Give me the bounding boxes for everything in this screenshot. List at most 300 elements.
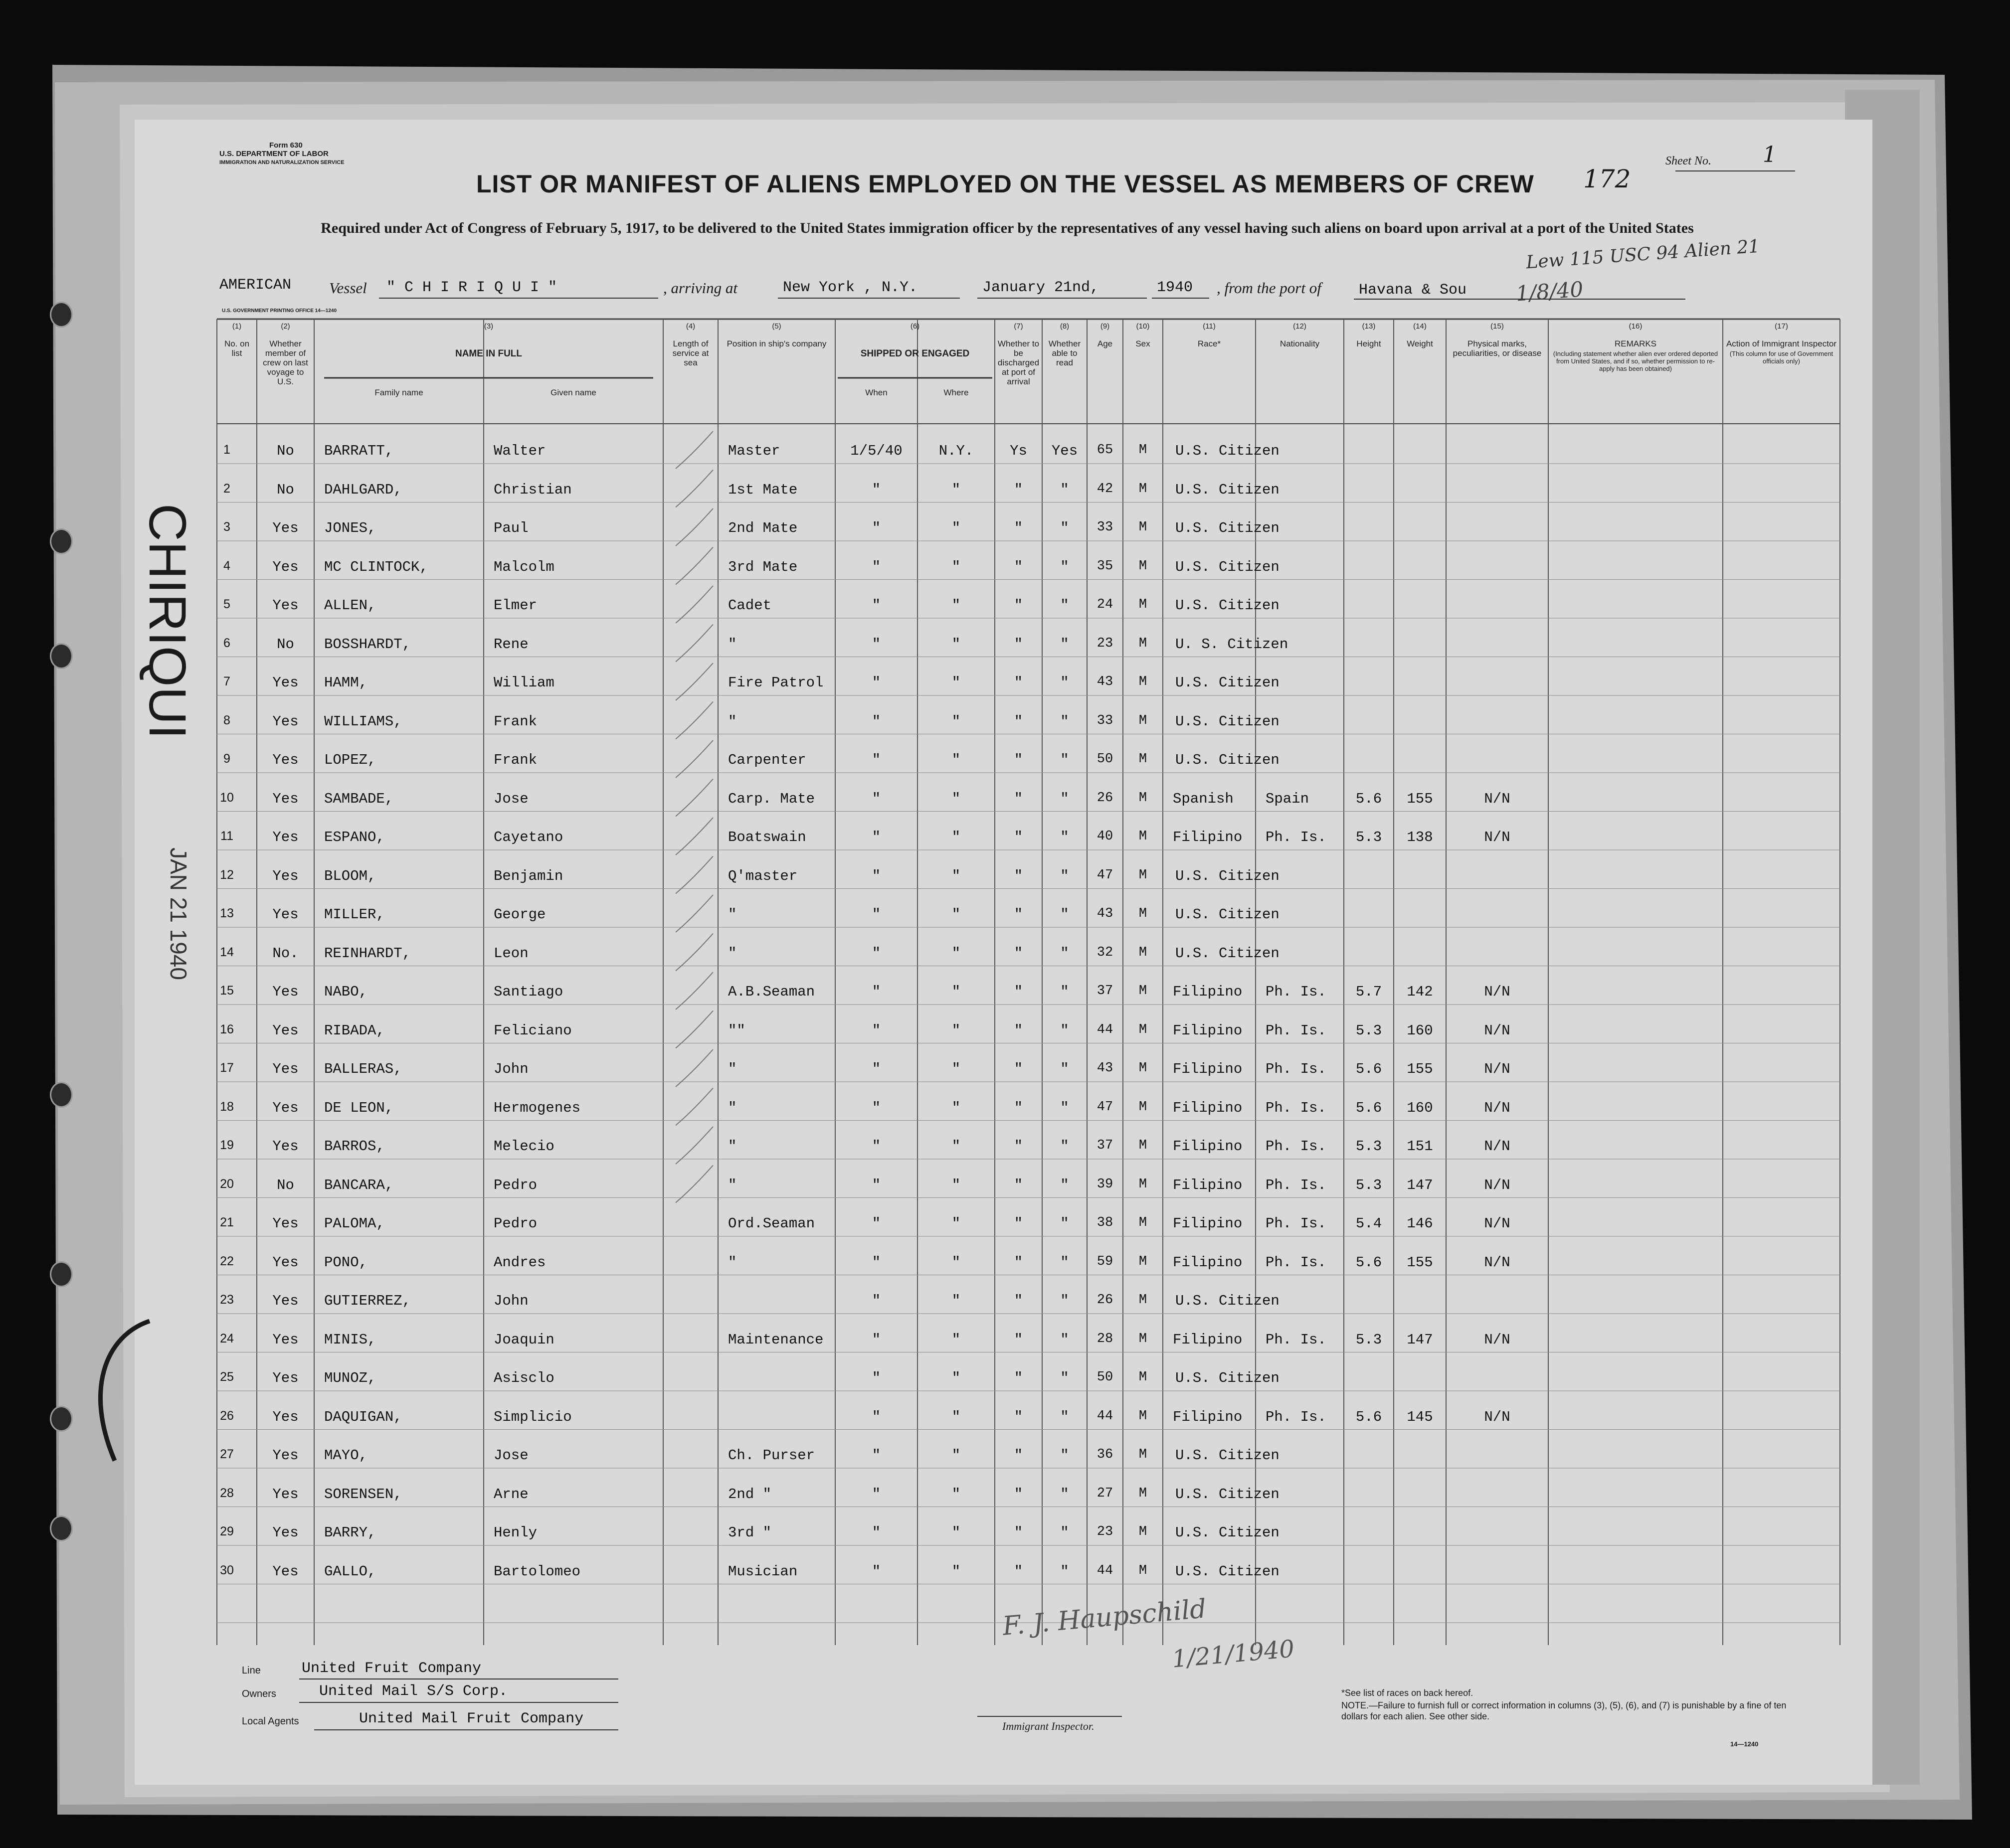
column-number: (14) [1413, 322, 1427, 331]
discharged: " [1014, 1408, 1023, 1425]
vessel-stamp: CHIRIQUI [138, 504, 196, 739]
race: Filipino [1173, 1254, 1243, 1271]
form-subtitle: Required under Act of Congress of February 5, 1917, to be delivered to the United States immigration officer by the representatives of any vessel having such aliens on board upon arrival at a port of the United States [321, 220, 1694, 236]
sheet-number: 1 [1763, 142, 1777, 168]
column-header: Whether able to read [1048, 339, 1081, 367]
race: U.S. Citizen [1175, 713, 1279, 730]
sex: M [1138, 1215, 1147, 1230]
given-name: Walter [494, 443, 546, 459]
column-number: (16) [1629, 322, 1643, 331]
sex: M [1138, 790, 1147, 806]
row-number: 7 [223, 674, 230, 688]
pen-stroke [676, 431, 713, 469]
family-name: BARRY, [324, 1524, 376, 1541]
vessel-name: " C H I R I Q U I " [386, 279, 557, 296]
sex: M [1138, 752, 1147, 767]
previous-voyage: Yes [272, 597, 299, 614]
previous-voyage: No [277, 481, 294, 498]
physical-marks: N/N [1484, 1331, 1510, 1348]
column-number: (3) [484, 322, 494, 331]
form-number: Form 630 [269, 141, 303, 150]
position: 2nd Mate [728, 520, 798, 536]
given-name: Jose [494, 790, 529, 807]
position: "" [728, 1022, 745, 1039]
given-name: Frank [494, 713, 538, 730]
previous-voyage: Yes [272, 790, 299, 807]
discharged: " [1014, 558, 1023, 575]
able-to-read: " [1060, 1061, 1069, 1077]
position: Fire Patrol [728, 674, 824, 691]
column-header: Age [1097, 339, 1113, 348]
able-to-read: " [1060, 867, 1069, 884]
given-name: Bartolomeo [494, 1563, 581, 1580]
family-name: BLOOM, [324, 867, 376, 884]
able-to-read: " [1060, 1138, 1069, 1155]
nationality: Ph. Is. [1266, 1022, 1326, 1039]
weight: 146 [1407, 1215, 1433, 1232]
previous-voyage: No [277, 1176, 294, 1193]
shipped-where: " [951, 1099, 961, 1116]
row-number: 5 [223, 597, 230, 611]
physical-marks: N/N [1484, 1099, 1510, 1116]
age: 59 [1096, 1254, 1113, 1269]
given-name: Henly [494, 1524, 538, 1541]
sex: M [1138, 1370, 1147, 1385]
shipped-when: " [872, 1176, 881, 1193]
age: 50 [1096, 752, 1113, 767]
sex: M [1138, 1524, 1147, 1539]
able-to-read: " [1060, 1486, 1069, 1503]
discharged: " [1014, 984, 1023, 1000]
age: 26 [1096, 1293, 1113, 1308]
column-number: (13) [1362, 322, 1376, 331]
sex: M [1138, 1447, 1147, 1462]
able-to-read: " [1060, 945, 1069, 962]
given-name: Jose [494, 1447, 529, 1464]
family-name: JONES, [324, 520, 376, 536]
from-label: , from the port of [1217, 279, 1321, 297]
column-header: NAME IN FULL [455, 348, 523, 359]
shipped-when: " [872, 597, 881, 614]
race: U.S. Citizen [1175, 481, 1279, 498]
sex: M [1138, 1061, 1147, 1076]
previous-voyage: Yes [272, 1408, 299, 1425]
race: U.S. Citizen [1175, 597, 1279, 614]
age: 47 [1096, 867, 1113, 883]
column-header: Position in ship's company [727, 339, 827, 348]
shipped-where: " [951, 1524, 961, 1541]
pen-stroke [676, 663, 713, 700]
vessel-nationality: AMERICAN [219, 277, 292, 294]
shipped-when: " [872, 790, 881, 807]
given-name: Hermogenes [494, 1099, 581, 1116]
given-name: Leon [494, 945, 529, 962]
discharged: " [1014, 1524, 1023, 1541]
race: Filipino [1173, 829, 1243, 845]
given-name: William [494, 674, 554, 691]
age: 36 [1096, 1447, 1113, 1462]
races-note: *See list of races on back hereof. [1341, 1688, 1473, 1698]
pen-stroke [676, 740, 713, 778]
nationality: Ph. Is. [1266, 829, 1326, 845]
inspector-date: 1/21/1940 [1171, 1635, 1296, 1674]
shipped-where: " [951, 1293, 961, 1309]
shipped-when: " [872, 1138, 881, 1155]
previous-voyage: Yes [272, 1524, 299, 1541]
discharged: " [1014, 597, 1023, 614]
column-header: Whether member of crew on last voyage to U.S. [263, 339, 308, 386]
shipped-when: " [872, 752, 881, 768]
row-number: 25 [220, 1370, 234, 1384]
height: 5.7 [1355, 984, 1382, 1000]
column-subheader: When [865, 388, 888, 397]
row-number: 13 [220, 906, 234, 920]
line-label: Line [242, 1665, 261, 1676]
pen-stroke [676, 818, 713, 855]
previous-voyage: Yes [272, 1022, 299, 1039]
previous-voyage: Yes [272, 713, 299, 730]
family-name: MINIS, [324, 1331, 376, 1348]
given-name: Simplicio [494, 1408, 572, 1425]
shipped-when: " [872, 1061, 881, 1077]
position: 3rd " [728, 1524, 772, 1541]
discharged: " [1014, 1447, 1023, 1464]
shipped-where: " [951, 1447, 961, 1464]
shipped-when: 1/5/40 [850, 443, 903, 459]
shipped-when: " [872, 713, 881, 730]
able-to-read: " [1060, 674, 1069, 691]
previous-voyage: No [277, 636, 294, 653]
shipped-when: " [872, 867, 881, 884]
family-name: REINHARDT, [324, 945, 411, 962]
shipped-when: " [872, 1215, 881, 1232]
family-name: MILLER, [324, 906, 385, 923]
race: U.S. Citizen [1175, 752, 1279, 768]
previous-voyage: Yes [272, 1293, 299, 1309]
able-to-read: " [1060, 1293, 1069, 1309]
shipped-where: " [951, 713, 961, 730]
previous-voyage: Yes [272, 674, 299, 691]
family-name: ALLEN, [324, 597, 376, 614]
given-name: Cayetano [494, 829, 563, 845]
height: 5.3 [1355, 829, 1382, 845]
shipped-where: " [951, 1061, 961, 1077]
shipped-when: " [872, 1022, 881, 1039]
race: U.S. Citizen [1175, 1524, 1279, 1541]
column-subheader: Family name [374, 388, 423, 397]
shipped-where: " [951, 1563, 961, 1580]
shipped-when: " [872, 636, 881, 653]
race: U.S. Citizen [1175, 674, 1279, 691]
column-number: (12) [1293, 322, 1306, 331]
physical-marks: N/N [1484, 984, 1510, 1000]
row-number: 23 [220, 1293, 234, 1307]
shipped-when: " [872, 906, 881, 923]
discharged: " [1014, 1176, 1023, 1193]
previous-voyage: Yes [272, 1486, 299, 1503]
able-to-read: " [1060, 597, 1069, 614]
shipped-when: " [872, 1486, 881, 1503]
shipped-where: " [951, 1176, 961, 1193]
height: 5.3 [1355, 1176, 1382, 1193]
position: 2nd " [728, 1486, 772, 1503]
given-name: Elmer [494, 597, 538, 614]
weight: 155 [1407, 790, 1433, 807]
given-name: John [494, 1061, 529, 1077]
given-name: Benjamin [494, 867, 563, 884]
shipped-when: " [872, 1370, 881, 1386]
race: Filipino [1173, 984, 1243, 1000]
column-header: Physical marks, peculiarities, or disease [1453, 339, 1542, 358]
nationality: Ph. Is. [1266, 1099, 1326, 1116]
race: Spanish [1173, 790, 1234, 807]
pen-stroke [676, 934, 713, 971]
inspector-label: Immigrant Inspector. [1002, 1720, 1095, 1732]
discharged: " [1014, 1022, 1023, 1039]
family-name: MAYO, [324, 1447, 368, 1464]
family-name: LOPEZ, [324, 752, 376, 768]
position: 3rd Mate [728, 558, 798, 575]
sex: M [1138, 945, 1147, 960]
column-header: Length of service at sea [672, 339, 709, 367]
family-name: MUNOZ, [324, 1370, 376, 1386]
pen-stroke [676, 779, 713, 817]
row-number: 10 [220, 790, 234, 805]
discharged: " [1014, 1370, 1023, 1386]
shipped-where: " [951, 520, 961, 536]
column-header: Sex [1135, 339, 1150, 348]
arrival-date: January 21nd, [982, 279, 1099, 296]
previous-voyage: Yes [272, 1138, 299, 1155]
pen-stroke [676, 702, 713, 739]
previous-voyage: Yes [272, 829, 299, 845]
sex: M [1138, 1099, 1147, 1115]
row-number: 3 [223, 520, 230, 534]
discharged: " [1014, 1293, 1023, 1309]
column-number: (5) [772, 322, 781, 331]
family-name: BANCARA, [324, 1176, 394, 1193]
pen-stroke [676, 972, 713, 1009]
race: U. S. Citizen [1175, 636, 1288, 653]
shipped-when: " [872, 481, 881, 498]
column-header: Height [1356, 339, 1381, 348]
shipped-where: " [951, 906, 961, 923]
shipped-when: " [872, 829, 881, 845]
column-note: (This column for use of Government officials only) [1729, 350, 1833, 365]
previous-voyage: Yes [272, 984, 299, 1000]
family-name: DAQUIGAN, [324, 1408, 402, 1425]
position: Master [728, 443, 780, 459]
handwritten-date: 1/8/40 [1515, 277, 1584, 306]
race: U.S. Citizen [1175, 1293, 1279, 1309]
discharged: " [1014, 636, 1023, 653]
printing-office: U.S. GOVERNMENT PRINTING OFFICE 14—1240 [222, 308, 337, 314]
height: 5.6 [1355, 1254, 1382, 1271]
given-name: Rene [494, 636, 529, 653]
able-to-read: " [1060, 1524, 1069, 1541]
position: " [728, 1099, 737, 1116]
age: 35 [1096, 558, 1113, 574]
position: Carpenter [728, 752, 806, 768]
race: Filipino [1173, 1176, 1243, 1193]
previous-voyage: Yes [272, 1563, 299, 1580]
column-number: (7) [1014, 322, 1023, 331]
shipped-where: " [951, 1215, 961, 1232]
height: 5.3 [1355, 1138, 1382, 1155]
penalty-note: NOTE.—Failure to furnish full or correct information in columns (3), (5), (6), and (7) is punishable by a fine of ten dollars for each alien. See other side. [1341, 1700, 1787, 1721]
age: 40 [1096, 829, 1113, 844]
family-name: BALLERAS, [324, 1061, 402, 1077]
given-name: Joaquin [494, 1331, 554, 1348]
shipped-where: " [951, 1331, 961, 1348]
race: U.S. Citizen [1175, 867, 1279, 884]
given-name: Andres [494, 1254, 546, 1271]
shipped-when: " [872, 1331, 881, 1348]
position: " [728, 1176, 737, 1193]
position: Ch. Purser [728, 1447, 815, 1464]
discharged: " [1014, 867, 1023, 884]
row-number: 30 [220, 1563, 234, 1577]
weight: 151 [1407, 1138, 1433, 1155]
shipped-where: " [951, 1408, 961, 1425]
position: A.B.Seaman [728, 984, 815, 1000]
shipped-where: " [951, 1254, 961, 1271]
column-number: (1) [232, 322, 242, 331]
pen-stroke [676, 625, 713, 662]
weight: 142 [1407, 984, 1433, 1000]
shipped-when: " [872, 984, 881, 1000]
shipped-where: " [951, 1138, 961, 1155]
previous-voyage: Yes [272, 1447, 299, 1464]
column-header: No. on list [224, 339, 250, 358]
pen-stroke [676, 1127, 713, 1164]
family-name: BOSSHARDT, [324, 636, 411, 653]
shipped-where: " [951, 558, 961, 575]
family-name: GALLO, [324, 1563, 376, 1580]
shipped-when: " [872, 1524, 881, 1541]
physical-marks: N/N [1484, 829, 1510, 845]
race: U.S. Citizen [1175, 1486, 1279, 1503]
pen-stroke [676, 1049, 713, 1087]
shipped-where: " [951, 752, 961, 768]
arrival-port: New York , N.Y. [783, 279, 918, 296]
discharged: " [1014, 1138, 1023, 1155]
sex: M [1138, 984, 1147, 999]
able-to-read: " [1060, 1176, 1069, 1193]
weight: 155 [1407, 1254, 1433, 1271]
race: Filipino [1173, 1022, 1243, 1039]
weight: 145 [1407, 1408, 1433, 1425]
shipped-when: " [872, 1447, 881, 1464]
previous-voyage: Yes [272, 558, 299, 575]
able-to-read: " [1060, 1447, 1069, 1464]
age: 33 [1096, 713, 1113, 728]
column-number: (4) [686, 322, 696, 331]
discharged: " [1014, 1061, 1023, 1077]
column-number: (9) [1100, 322, 1110, 331]
height: 5.6 [1355, 1099, 1382, 1116]
pen-stroke [676, 1088, 713, 1126]
height: 5.6 [1355, 1408, 1382, 1425]
physical-marks: N/N [1484, 1408, 1510, 1425]
race: U.S. Citizen [1175, 1447, 1279, 1464]
race: U.S. Citizen [1175, 906, 1279, 923]
physical-marks: N/N [1484, 1215, 1510, 1232]
row-number: 1 [223, 443, 230, 457]
family-name: SAMBADE, [324, 790, 394, 807]
shipped-when: " [872, 1099, 881, 1116]
able-to-read: " [1060, 1215, 1069, 1232]
discharged: " [1014, 1254, 1023, 1271]
family-name: MC CLINTOCK, [324, 558, 428, 575]
position: " [728, 945, 737, 962]
race: U.S. Citizen [1175, 1370, 1279, 1386]
column-number: (2) [281, 322, 290, 331]
sex: M [1138, 1254, 1147, 1269]
given-name: Melecio [494, 1138, 554, 1155]
given-name: Feliciano [494, 1022, 572, 1039]
column-number: (11) [1203, 322, 1216, 331]
able-to-read: " [1060, 752, 1069, 768]
physical-marks: N/N [1484, 1022, 1510, 1039]
sex: M [1138, 674, 1147, 689]
family-name: HAMM, [324, 674, 368, 691]
able-to-read: " [1060, 1254, 1069, 1271]
sex: M [1138, 1563, 1147, 1578]
position: Maintenance [728, 1331, 824, 1348]
height: 5.3 [1355, 1331, 1382, 1348]
line-value: United Fruit Company [302, 1660, 482, 1677]
able-to-read: " [1060, 713, 1069, 730]
discharged: " [1014, 1486, 1023, 1503]
able-to-read: " [1060, 1099, 1069, 1116]
discharged: " [1014, 945, 1023, 962]
date-stamp: JAN 21 1940 [166, 847, 191, 980]
age: 39 [1096, 1176, 1113, 1192]
race: U.S. Citizen [1175, 558, 1279, 575]
physical-marks: N/N [1484, 1254, 1510, 1271]
row-number: 19 [220, 1138, 234, 1152]
race: Filipino [1173, 1408, 1243, 1425]
position: 1st Mate [728, 481, 798, 498]
age: 47 [1096, 1099, 1113, 1115]
position: " [728, 713, 737, 730]
race: U.S. Citizen [1175, 443, 1279, 459]
weight: 160 [1407, 1099, 1433, 1116]
age: 42 [1096, 481, 1113, 497]
able-to-read: " [1060, 790, 1069, 807]
able-to-read: " [1060, 1408, 1069, 1425]
race: Filipino [1173, 1099, 1243, 1116]
previous-voyage: Yes [272, 1099, 299, 1116]
given-name: Santiago [494, 984, 563, 1000]
shipped-when: " [872, 1293, 881, 1309]
family-name: DAHLGARD, [324, 481, 402, 498]
position: " [728, 1254, 737, 1271]
shipped-where: " [951, 636, 961, 653]
discharged: " [1014, 481, 1023, 498]
position: " [728, 636, 737, 653]
column-number: (10) [1136, 322, 1150, 331]
given-name: Asisclo [494, 1370, 554, 1386]
family-name: WILLIAMS, [324, 713, 402, 730]
able-to-read: " [1060, 520, 1069, 536]
row-number: 27 [220, 1447, 234, 1461]
age: 44 [1096, 1408, 1113, 1424]
family-name: DE LEON, [324, 1099, 394, 1116]
pen-stroke [676, 1011, 713, 1048]
given-name: Paul [494, 520, 529, 536]
